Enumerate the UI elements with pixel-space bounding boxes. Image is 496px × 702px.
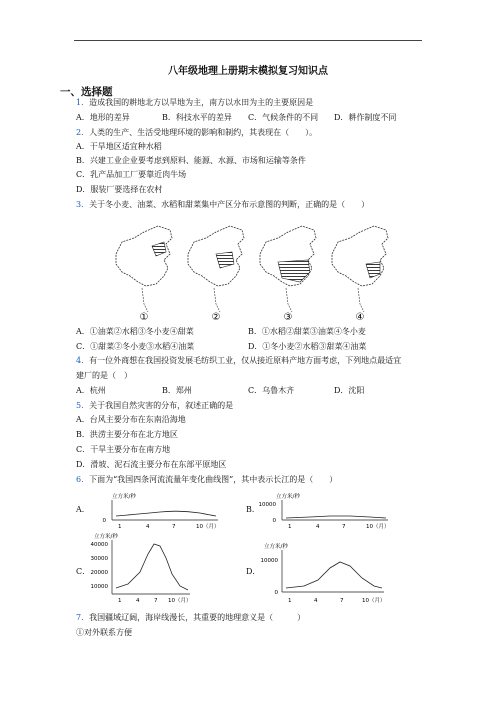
svg-text:1: 1 (118, 524, 122, 530)
q6-option-c[interactable]: C． (76, 567, 91, 576)
svg-text:10（月）: 10（月） (196, 524, 220, 530)
svg-text:1: 1 (288, 598, 292, 604)
page-title: 八年级地理上册期末模拟复习知识点 (168, 66, 328, 77)
q5-option-c[interactable]: C．干旱主要分布在南方地 (76, 445, 171, 454)
chart-a-ytick: 0 (102, 518, 106, 524)
svg-text:4: 4 (146, 524, 150, 530)
question-1: 1．造成我国的耕地北方以旱地为主，南方以水田为主的主要原因是 (76, 98, 314, 107)
map-label-1: ① (139, 312, 149, 320)
map-1 (116, 226, 172, 320)
chart-c-unit: 立方米/秒 (94, 534, 118, 540)
question-7: 7．我国疆域辽阔，海岸线漫长，其重要的地理意义是（ ） (76, 613, 306, 622)
q5-option-a[interactable]: A．台风主要分布在东南沿海地 (76, 415, 186, 424)
q3-option-d[interactable]: D．①冬小麦②水稻③甜菜④油菜 (248, 342, 367, 351)
q4-option-b[interactable]: B．郑州 (162, 386, 192, 395)
svg-text:1: 1 (288, 524, 292, 530)
svg-text:1: 1 (118, 598, 122, 604)
q6-option-d[interactable]: D． (246, 567, 261, 576)
svg-text:10（月）: 10（月） (168, 598, 192, 604)
question-3: 3．关于冬小麦、油菜、水稻和甜菜集中产区分布示意图的判断，正确的是（ ） (76, 200, 370, 209)
q7-statement-1: ①对外联系方便 (76, 628, 132, 637)
q1-option-c[interactable]: C．气候条件的不同 (248, 113, 319, 122)
svg-text:30000: 30000 (90, 556, 108, 562)
q1-option-b[interactable]: B．科技水平的差异 (162, 113, 232, 122)
map-4 (332, 226, 388, 320)
svg-text:7: 7 (154, 598, 158, 604)
q4-option-c[interactable]: C．乌鲁木齐 (248, 386, 295, 395)
chart-a (103, 492, 220, 530)
q1-option-d[interactable]: D．耕作制度不同 (334, 113, 397, 122)
svg-text:40000: 40000 (90, 542, 108, 548)
svg-text:7: 7 (342, 524, 346, 530)
map-3 (260, 226, 316, 320)
svg-text:10（月）: 10（月） (362, 598, 386, 604)
q2-option-a[interactable]: A．干旱地区适宜种水稻 (76, 142, 162, 151)
q5-option-b[interactable]: B．洪涝主要分布在北方地区 (76, 430, 178, 439)
q4-option-d[interactable]: D．沈阳 (334, 386, 365, 395)
svg-text:0: 0 (272, 518, 276, 524)
chart-b (259, 492, 390, 530)
map-label-2: ② (211, 312, 221, 320)
svg-text:20000: 20000 (90, 570, 108, 576)
chart-c (91, 532, 192, 604)
svg-text:7: 7 (172, 524, 176, 530)
q3-option-b[interactable]: B．①水稻②甜菜③油菜④冬小麦 (248, 327, 366, 336)
crop-distribution-maps (112, 220, 392, 320)
chart-b-unit: 立方米/秒 (276, 494, 300, 500)
map-label-4: ④ (355, 312, 365, 320)
svg-text:0: 0 (274, 590, 278, 596)
svg-text:4: 4 (314, 598, 318, 604)
svg-text:10000: 10000 (260, 558, 278, 564)
map-label-3: ③ (283, 312, 293, 320)
q6-option-a[interactable]: A． (76, 505, 90, 514)
q5-option-d[interactable]: D．滑坡、泥石流主要分布在东部平原地区 (76, 460, 227, 469)
q2-option-b[interactable]: B．兴建工业企业要考虑到原料、能源、水源、市场和运输等条件 (76, 156, 306, 165)
svg-text:10000: 10000 (90, 584, 108, 590)
question-2: 2．人类的生产、生活受地理环境的影响和制约，其表现在（ ）。 (76, 128, 318, 137)
q6-option-b[interactable]: B． (246, 505, 260, 514)
q3-option-c[interactable]: C．①甜菜②冬小麦③水稻④油菜 (76, 342, 195, 351)
svg-text:10（月）: 10（月） (366, 524, 390, 530)
q2-option-c[interactable]: C．乳产品加工厂要靠近肉牛场 (76, 170, 187, 179)
q4-option-a[interactable]: A．杭州 (76, 386, 106, 395)
question-4-continued: 建厂的是（ ） (76, 371, 132, 380)
chart-d (261, 542, 386, 604)
river-flow-charts (60, 488, 440, 613)
svg-text:4: 4 (136, 598, 140, 604)
question-5: 5．关于我国自然灾害的分布，叙述正确的是 (76, 401, 234, 410)
chart-d-unit: 立方米/秒 (264, 544, 288, 550)
svg-text:10000: 10000 (258, 502, 276, 508)
q3-option-a[interactable]: A．①油菜②水稻③冬小麦④甜菜 (76, 327, 194, 336)
section-heading: 一、选择题 (60, 86, 113, 98)
header-rule (74, 40, 422, 41)
question-6: 6．下面为“我国四条河流流量年变化曲线图”，其中表示长江的是（ ） (76, 475, 338, 484)
q1-option-a[interactable]: A．地形的差异 (76, 113, 130, 122)
chart-a-unit: 立方米/秒 (112, 494, 136, 500)
q2-option-d[interactable]: D．服装厂要选择在农村 (76, 185, 163, 194)
svg-text:4: 4 (316, 524, 320, 530)
map-2 (188, 226, 244, 320)
svg-text:7: 7 (340, 598, 344, 604)
question-4: 4．有一位外商想在我国投资发展毛纺织工业，仅从接近原料产地方面考虑，下列地点最适宜 (76, 356, 402, 365)
